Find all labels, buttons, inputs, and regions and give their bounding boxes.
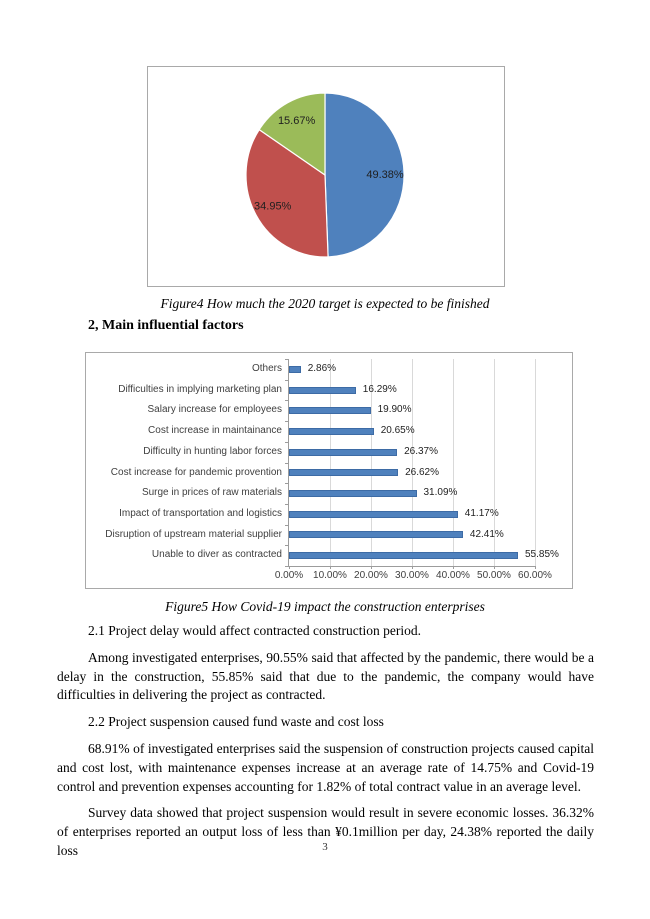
bar-category-label: Cost increase for pandemic provention [110, 466, 282, 478]
bar-category-label: Unable to diver as contracted [151, 549, 282, 561]
pie-data-label-0: 49.38% [366, 168, 404, 181]
category-axis-tickmark [285, 463, 289, 464]
paragraph-fund-waste: 68.91% of investigated enterprises said the suspension of construction projects caused capital and cost lost, with maintenance expenses increase at an average rate of 14.75% and Covid-19 control and prevention expenses accounting for 1.82% of total contract value in an average level. [57, 740, 594, 794]
x-axis-tick-label: 10.00% [313, 570, 347, 581]
figure5-caption: Figure5 How Covid-19 impact the construction enterprises [165, 599, 485, 614]
x-axis-tickmark [330, 566, 331, 569]
category-axis-tickmark [285, 545, 289, 546]
bar-category-label: Impact of transportation and logistics [119, 507, 282, 519]
bar [289, 469, 398, 476]
bar-value-label: 42.41% [469, 528, 504, 540]
pie-data-label-1: 34.95% [254, 200, 292, 213]
pie-chart-svg [148, 67, 504, 286]
category-axis-tickmark [285, 359, 289, 360]
bar-value-label: 26.37% [404, 445, 439, 457]
category-axis-tickmark [285, 483, 289, 484]
category-axis-tickmark [285, 566, 289, 567]
category-axis-tickmark [285, 525, 289, 526]
bar [289, 511, 458, 518]
x-axis-tickmark [535, 566, 536, 569]
bar [289, 449, 397, 456]
x-axis-tick-label: 30.00% [395, 570, 429, 581]
x-axis-tickmark [371, 566, 372, 569]
category-axis-tickmark [285, 442, 289, 443]
bar-category-label: Salary increase for employees [147, 404, 282, 416]
category-axis-tickmark [285, 380, 289, 381]
section-heading: 2, Main influential factors [88, 318, 244, 333]
pie-data-label-2: 15.67% [277, 115, 316, 128]
bar [289, 552, 518, 559]
x-axis-tickmark [453, 566, 454, 569]
bar [289, 387, 356, 394]
bar-category-label: Difficulty in hunting labor forces [143, 445, 282, 457]
x-axis-tickmark [289, 566, 290, 569]
bar [289, 490, 417, 497]
figure4-caption: Figure4 How much the 2020 target is expected to be finished [160, 296, 490, 311]
x-axis-tick-label: 50.00% [477, 570, 511, 581]
bar-value-label: 55.85% [525, 549, 559, 561]
bar-value-label: 20.65% [380, 425, 415, 437]
bar-category-label: Others [251, 363, 282, 374]
subheading-2-1: 2.1 Project delay would affect contracted construction period. [88, 623, 422, 638]
category-axis-tickmark [285, 504, 289, 505]
x-axis-tick-label: 0.00% [274, 570, 304, 581]
bar-value-label: 2.86% [307, 363, 337, 374]
x-axis-tickmark [494, 566, 495, 569]
bar-value-label: 19.90% [377, 404, 412, 416]
bar-category-label: Disruption of upstream material supplier [105, 528, 282, 540]
bar-value-label: 31.09% [423, 487, 458, 499]
category-axis-tickmark [285, 421, 289, 422]
bar-category-label: Difficulties in implying marketing plan [118, 383, 282, 395]
bar-value-label: 26.62% [405, 466, 440, 478]
x-axis-tickmark [412, 566, 413, 569]
page-number: 3 [322, 841, 328, 853]
x-axis-tick-label: 40.00% [436, 570, 470, 581]
figure5-bar-chart [85, 352, 573, 589]
paragraph-project-delay: Among investigated enterprises, 90.55% said that affected by the pandemic, there would be a delay in the construction, 55.85% said that due to the pandemic, the company would have difficulties in delivering the project as contracted. [57, 649, 594, 703]
bar [289, 531, 463, 538]
paragraph-survey-losses: Survey data showed that project suspension would result in severe economic losses. 36.32% of enterprises reported an output loss of less than ¥0.1million per day, 24.38% reported the daily loss [57, 805, 594, 858]
bar-category-label: Cost increase in maintainance [148, 425, 282, 437]
category-axis-tickmark [285, 400, 289, 401]
bar-value-label: 16.29% [362, 383, 397, 395]
gridline [535, 359, 536, 566]
body-text [57, 622, 594, 861]
bar-value-label: 41.17% [464, 507, 499, 519]
bar-category-label: Surge in prices of raw materials [141, 487, 282, 499]
subheading-2-2: 2.2 Project suspension caused fund waste and cost loss [88, 714, 384, 730]
x-axis-tick-label: 20.00% [354, 570, 388, 581]
bar-plot-area [274, 359, 559, 581]
bar [289, 428, 374, 435]
bar-category-axis [90, 359, 282, 566]
bar [289, 366, 301, 373]
bar [289, 407, 371, 414]
figure4-pie-chart [147, 66, 505, 287]
x-axis-tick-label: 60.00% [518, 570, 552, 581]
